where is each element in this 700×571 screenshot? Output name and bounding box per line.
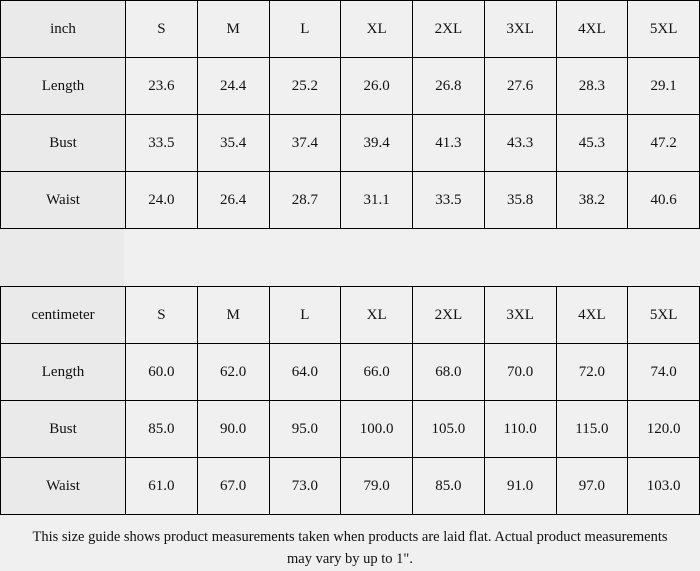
- size-header-4xl: 4XL: [556, 287, 628, 344]
- cell-value: 115.0: [556, 401, 628, 458]
- cell-value: 45.3: [556, 115, 628, 172]
- size-header-l: L: [269, 1, 341, 58]
- size-header-2xl: 2XL: [413, 287, 485, 344]
- table-row: [1, 344, 700, 401]
- size-header-xl: XL: [341, 1, 413, 58]
- size-header-l: L: [269, 287, 341, 344]
- cell-value: 27.6: [484, 58, 556, 115]
- cell-value: 43.3: [484, 115, 556, 172]
- size-header-m: M: [197, 1, 269, 58]
- unit-label-inch: inch: [1, 1, 126, 58]
- table-header-row: [1, 287, 700, 344]
- row-label-bust: Bust: [1, 115, 126, 172]
- size-header-s: S: [126, 1, 198, 58]
- table-row: [1, 58, 700, 115]
- cell-value: 110.0: [484, 401, 556, 458]
- table-row: [1, 115, 700, 172]
- cell-value: 35.8: [484, 172, 556, 229]
- cell-value: 91.0: [484, 458, 556, 515]
- cell-value: 26.0: [341, 58, 413, 115]
- cell-value: 105.0: [413, 401, 485, 458]
- cell-value: 95.0: [269, 401, 341, 458]
- cell-value: 67.0: [197, 458, 269, 515]
- cell-value: 74.0: [628, 344, 700, 401]
- size-header-2xl: 2XL: [413, 1, 485, 58]
- table-header-row: [1, 1, 700, 58]
- row-label-length: Length: [1, 58, 126, 115]
- size-header-5xl: 5XL: [628, 1, 700, 58]
- cell-value: 41.3: [413, 115, 485, 172]
- cell-value: 24.4: [197, 58, 269, 115]
- cell-value: 90.0: [197, 401, 269, 458]
- cell-value: 100.0: [341, 401, 413, 458]
- cell-value: 37.4: [269, 115, 341, 172]
- cell-value: 26.8: [413, 58, 485, 115]
- table-row: [1, 401, 700, 458]
- cell-value: 64.0: [269, 344, 341, 401]
- cell-value: 73.0: [269, 458, 341, 515]
- cell-value: 85.0: [413, 458, 485, 515]
- cell-value: 97.0: [556, 458, 628, 515]
- size-header-xl: XL: [341, 287, 413, 344]
- cell-value: 72.0: [556, 344, 628, 401]
- cell-value: 26.4: [197, 172, 269, 229]
- table-row: [1, 458, 700, 515]
- table-separator: [0, 229, 700, 286]
- cell-value: 103.0: [628, 458, 700, 515]
- row-label-waist: Waist: [1, 458, 126, 515]
- row-label-bust: Bust: [1, 401, 126, 458]
- size-header-5xl: 5XL: [628, 287, 700, 344]
- cell-value: 47.2: [628, 115, 700, 172]
- cell-value: 120.0: [628, 401, 700, 458]
- cell-value: 33.5: [126, 115, 198, 172]
- size-table-centimeter: [0, 286, 700, 515]
- size-header-4xl: 4XL: [556, 1, 628, 58]
- cell-value: 24.0: [126, 172, 198, 229]
- table-row: [1, 172, 700, 229]
- cell-value: 33.5: [413, 172, 485, 229]
- cell-value: 25.2: [269, 58, 341, 115]
- size-header-m: M: [197, 287, 269, 344]
- cell-value: 35.4: [197, 115, 269, 172]
- cell-value: 40.6: [628, 172, 700, 229]
- size-header-3xl: 3XL: [484, 1, 556, 58]
- cell-value: 79.0: [341, 458, 413, 515]
- cell-value: 61.0: [126, 458, 198, 515]
- cell-value: 85.0: [126, 401, 198, 458]
- separator-left-block: [0, 229, 124, 286]
- cell-value: 28.7: [269, 172, 341, 229]
- cell-value: 39.4: [341, 115, 413, 172]
- cell-value: 31.1: [341, 172, 413, 229]
- row-label-waist: Waist: [1, 172, 126, 229]
- cell-value: 70.0: [484, 344, 556, 401]
- size-header-3xl: 3XL: [484, 287, 556, 344]
- size-table-inch: [0, 0, 700, 229]
- unit-label-centimeter: centimeter: [1, 287, 126, 344]
- cell-value: 23.6: [126, 58, 198, 115]
- cell-value: 62.0: [197, 344, 269, 401]
- cell-value: 29.1: [628, 58, 700, 115]
- cell-value: 66.0: [341, 344, 413, 401]
- row-label-length: Length: [1, 344, 126, 401]
- cell-value: 60.0: [126, 344, 198, 401]
- cell-value: 38.2: [556, 172, 628, 229]
- size-header-s: S: [126, 287, 198, 344]
- cell-value: 68.0: [413, 344, 485, 401]
- size-guide-note: This size guide shows product measurements taken when products are laid flat. Actual product measurements may vary by up to 1".: [0, 515, 700, 571]
- cell-value: 28.3: [556, 58, 628, 115]
